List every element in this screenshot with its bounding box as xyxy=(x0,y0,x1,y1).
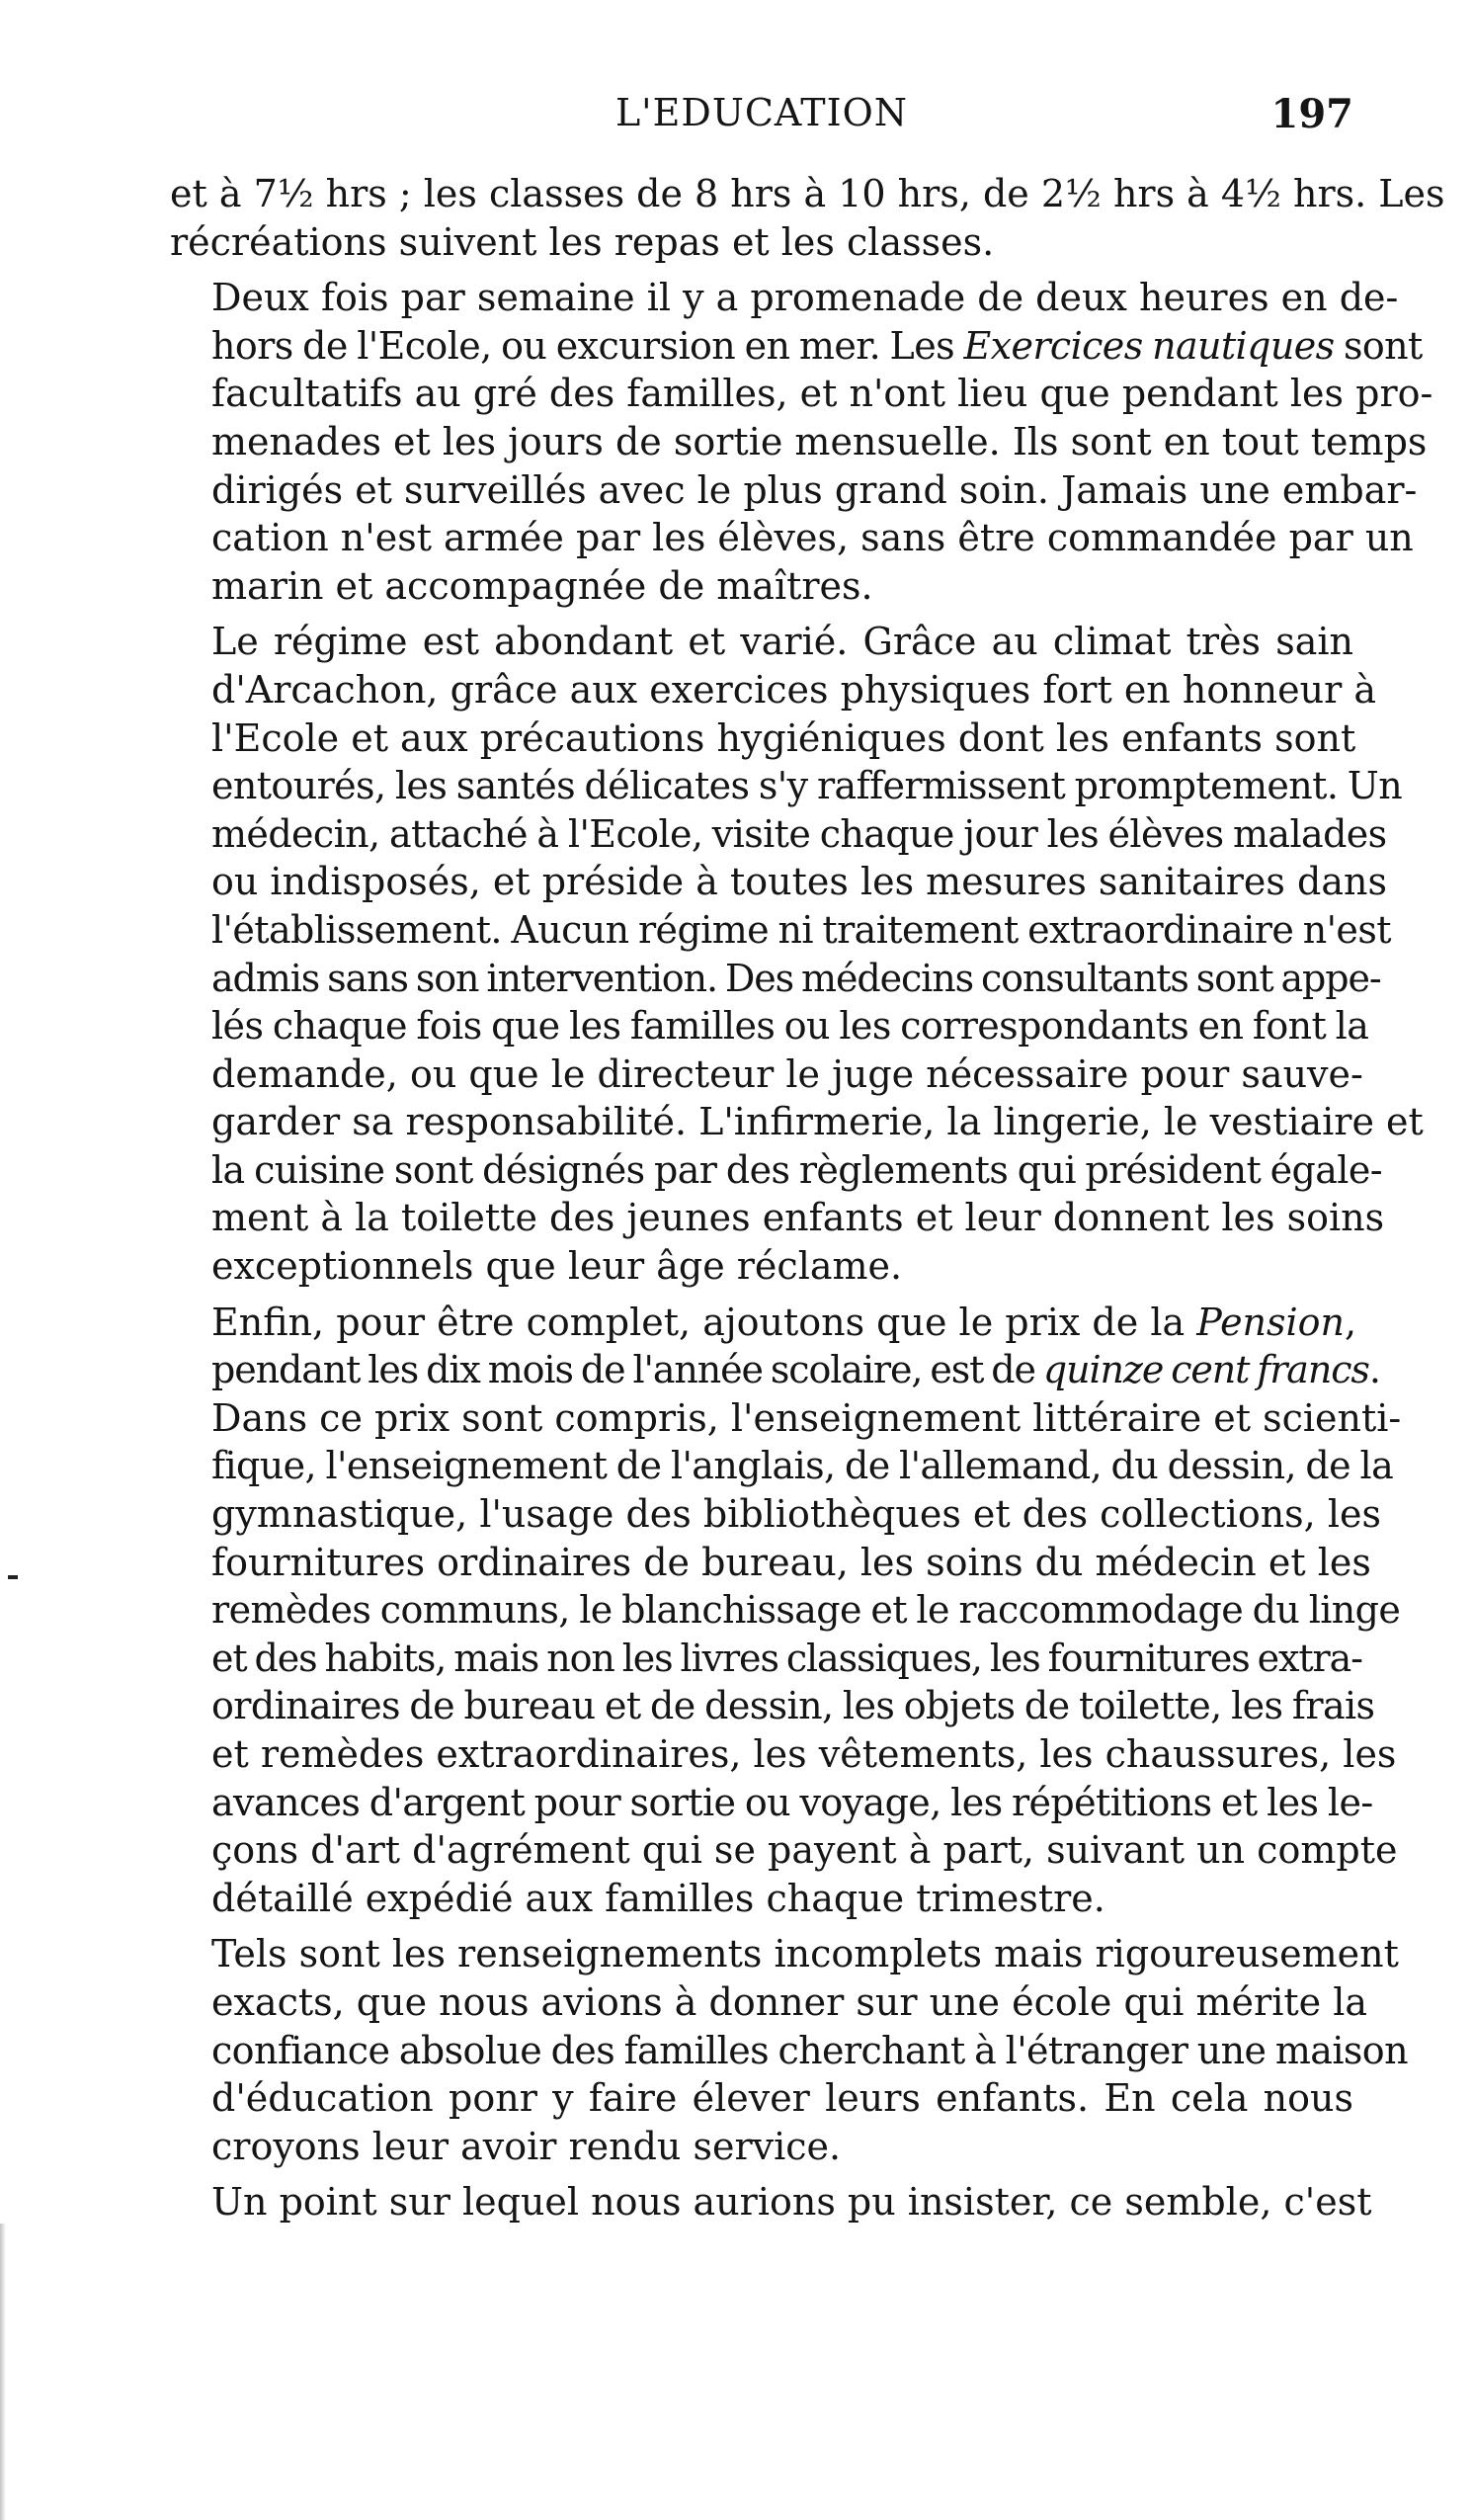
running-head: L'EDUCATION xyxy=(614,91,909,134)
italic-phrase: quinze cent francs xyxy=(1042,1348,1369,1392)
text-line: exacts, que nous avions à donner sur une école qui mérite la xyxy=(211,1979,1368,2024)
text-line: fournitures ordinaires de bureau, les soins du médecin et les xyxy=(211,1540,1371,1584)
text-line: gymnastique, l'usage des bibliothèques et des collections, les xyxy=(211,1492,1381,1537)
text-line: exceptionnels que leur âge réclame. xyxy=(211,1244,903,1289)
text-line: menades et les jours de sortie mensuelle. Ils sont en tout temps xyxy=(211,419,1428,463)
page-header xyxy=(170,91,1353,146)
paragraph xyxy=(170,274,1433,610)
text-line: Dans ce prix sont compris, l'enseignement littéraire et scienti- xyxy=(211,1395,1402,1440)
text-line: çons d'art d'agrément qui se payent à part, suivant un compte xyxy=(211,1828,1398,1873)
page-number: 197 xyxy=(1270,91,1353,137)
scan-edge xyxy=(0,2224,6,2520)
text-line: pendant les dix mois de l'année scolaire, est de quinze cent francs. xyxy=(211,1348,1380,1392)
text-line: hors de l'Ecole, ou excursion en mer. Les Exercices nautiques sont xyxy=(211,323,1423,368)
text-line: avances d'argent pour sortie ou voyage, les répétitions et les le- xyxy=(211,1780,1373,1824)
body-text xyxy=(170,170,1445,2226)
text-line: fique, l'enseignement de l'anglais, de l'allemand, du dessin, de la xyxy=(211,1444,1394,1488)
text-line: confiance absolue des familles cherchant à l'étranger une maison xyxy=(211,2028,1408,2072)
text-line: ou indisposés, et préside à toutes les mesures sanitaires dans xyxy=(211,860,1387,904)
text-line: cation n'est armée par les élèves, sans être commandée par un xyxy=(211,516,1414,560)
text-line: la cuisine sont désignés par des règlements qui président égale- xyxy=(211,1147,1382,1192)
text-line: récréations suivent les repas et les classes. xyxy=(170,219,995,264)
text-line: Un point sur lequel nous aurions pu insister, ce semble, c'est xyxy=(211,2180,1372,2225)
text-line: Deux fois par semaine il y a promenade de deux heures en de- xyxy=(211,276,1399,320)
text-line: ment à la toilette des jeunes enfants et leur donnent les soins xyxy=(211,1196,1385,1240)
text-line: marin et accompagnée de maîtres. xyxy=(211,563,873,608)
text-line: admis sans son intervention. Des médecins consultants sont appe- xyxy=(211,956,1381,1000)
text-line: Tels sont les renseignements incomplets mais rigoureusement xyxy=(211,1932,1399,1976)
text-line: garder sa responsabilité. L'infirmerie, la lingerie, le vestiaire et xyxy=(211,1100,1424,1144)
text-line: et à 7½ hrs ; les classes de 8 hrs à 10 hrs, de 2½ hrs à 4½ hrs. Les xyxy=(170,172,1445,215)
paragraph xyxy=(170,2178,1372,2226)
text-line: remèdes communs, le blanchissage et le raccommodage du linge xyxy=(211,1588,1401,1633)
text-line: Enfin, pour être complet, ajoutons que le prix de la Pension, xyxy=(211,1300,1357,1344)
text-line: ordinaires de bureau et de dessin, les objets de toilette, les frais xyxy=(211,1684,1375,1728)
text-line: d'éducation ponr y faire élever leurs enfants. En cela nous xyxy=(211,2076,1353,2121)
text-line: d'Arcachon, grâce aux exercices physiques fort en honneur à xyxy=(211,667,1377,712)
text-line: entourés, les santés délicates s'y raffermissent promptement. Un xyxy=(211,764,1403,808)
text-line: Le régime est abondant et varié. Grâce au climat très sain xyxy=(211,620,1353,664)
italic-phrase: Pension xyxy=(1196,1300,1346,1344)
text-line: l'établissement. Aucun régime ni traitement extraordinaire n'est xyxy=(211,907,1391,952)
paragraph xyxy=(170,1930,1408,2170)
text-line: lés chaque fois que les familles ou les correspondants en font la xyxy=(211,1004,1369,1049)
text-line: médecin, attaché à l'Ecole, visite chaque jour les élèves malades xyxy=(211,811,1387,856)
text-line: demande, ou que le directeur le juge nécessaire pour sauve- xyxy=(211,1051,1363,1096)
text-line: l'Ecole et aux précautions hygiéniques dont les enfants sont xyxy=(211,715,1356,760)
text-line: facultatifs au gré des familles, et n'ont lieu que pendant les pro- xyxy=(211,372,1433,416)
italic-phrase: Exercices nautiques xyxy=(963,323,1335,368)
text-line: détaillé expédié aux familles chaque trimestre. xyxy=(211,1876,1105,1920)
paragraph xyxy=(170,170,1445,266)
paragraph xyxy=(170,618,1424,1290)
text-line: dirigés et surveillés avec le plus grand soin. Jamais une embar- xyxy=(211,467,1418,512)
text-line: et remèdes extraordinaires, les vêtements, les chaussures, les xyxy=(211,1732,1397,1776)
text-line: croyons leur avoir rendu service. xyxy=(211,2124,842,2168)
paragraph xyxy=(170,1299,1402,1923)
margin-mark xyxy=(8,1575,18,1579)
text-line: et des habits, mais non les livres classiques, les fournitures extra- xyxy=(211,1636,1362,1680)
